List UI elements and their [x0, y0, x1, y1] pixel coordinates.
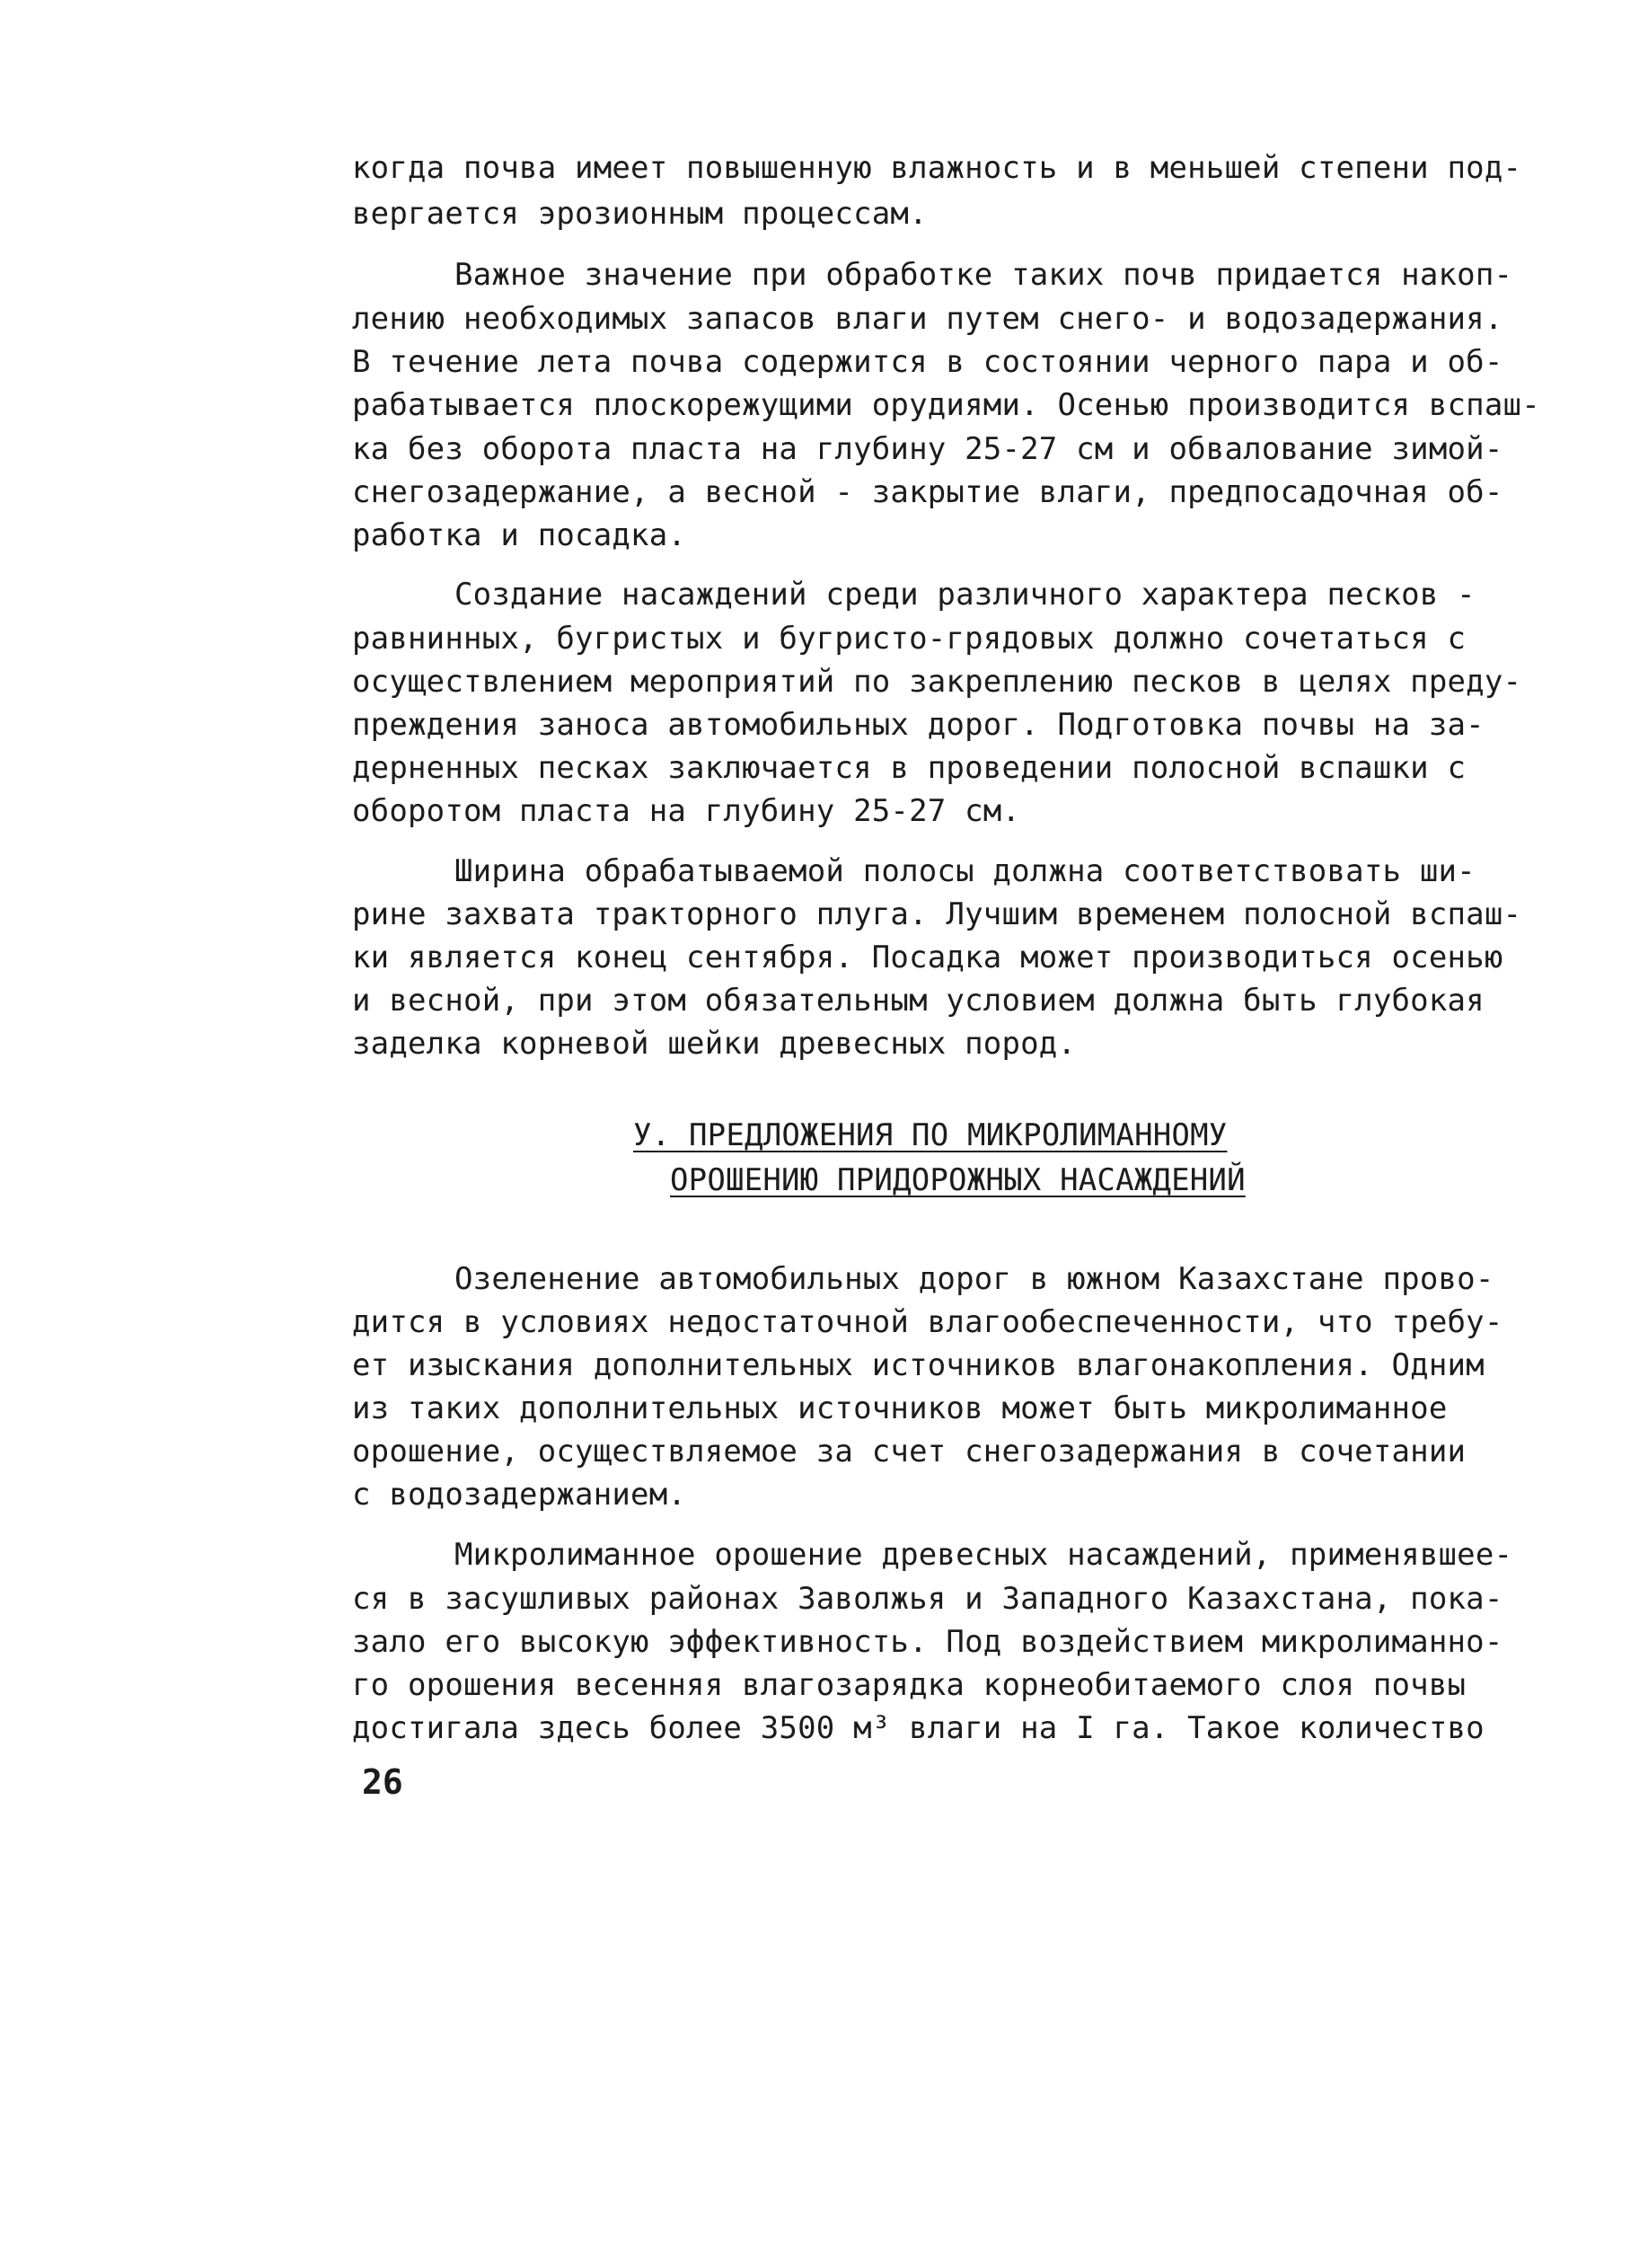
text-line: рабатывается плоскорежущими орудиями. Осенью производится вспаш- [352, 387, 1540, 423]
text-line: ки является конец сентября. Посадка может производиться осенью [352, 940, 1503, 975]
text-line: ся в засушливых районах Заволжья и Западного Казахстана, пока- [352, 1581, 1503, 1617]
text-line: Ширина обрабатываемой полосы должна соответствовать ши- [454, 853, 1476, 889]
text-line: заделка корневой шейки древесных пород. [352, 1026, 1077, 1062]
text-line: работка и посадка. [352, 517, 687, 553]
text-line: с водозадержанием. [352, 1477, 687, 1513]
text-line: когда почва имеет повышенную влажность и в меньшей степени под- [352, 150, 1522, 186]
text-line: преждения заноса автомобильных дорог. Подготовка почвы на за- [352, 707, 1485, 743]
heading-line: У. ПРЕДЛОЖЕНИЯ ПО МИКРОЛИМАННОМУ [633, 1117, 1228, 1153]
text-line: зало его высокую эффективность. Под воздействием микролиманно- [352, 1624, 1503, 1660]
text-line: Создание насаждений среди различного характера песков - [454, 577, 1476, 613]
text-line: снегозадержание, а весной - закрытие влаги, предпосадочная об- [352, 474, 1503, 510]
text-line: вергается эрозионным процессам. [352, 196, 928, 232]
text-line: из таких дополнительных источников может быть микролиманное [352, 1390, 1448, 1426]
text-line: Важное значение при обработке таких почв придается накоп- [454, 257, 1513, 293]
text-line: оборотом пласта на глубину 25-27 см. [352, 793, 1021, 829]
text-line: равнинных, бугристых и бугристо-грядовых должно сочетаться с [352, 621, 1467, 657]
text-line: орошение, осуществляемое за счет снегозадержания в сочетании [352, 1434, 1467, 1469]
text-line: Озеленение автомобильных дорог в южном Казахстане прово- [454, 1261, 1494, 1297]
text-line: дится в условиях недостаточной влагообеспеченности, что требу- [352, 1304, 1503, 1340]
text-line: и весной, при этом обязательным условием должна быть глубокая [352, 983, 1485, 1019]
text-line: достигала здесь более 3500 м³ влаги на I га. Такое количество [352, 1710, 1485, 1746]
text-line: В течение лета почва содержится в состоянии черного пара и об- [352, 344, 1503, 380]
text-line: осуществлением мероприятий по закреплению песков в целях преду- [352, 664, 1522, 700]
page-number: 26 [362, 1762, 403, 1802]
text-line: лению необходимых запасов влаги путем снего- и водозадержания. [352, 301, 1503, 337]
heading-line: ОРОШЕНИЮ ПРИДОРОЖНЫХ НАСАЖДЕНИЙ [670, 1162, 1246, 1198]
text-line: Микролиманное орошение древесных насаждений, применявшее- [454, 1537, 1513, 1573]
text-line: ет изыскания дополнительных источников влагонакопления. Одним [352, 1347, 1485, 1383]
text-line: рине захвата тракторного плуга. Лучшим временем полосной вспаш- [352, 896, 1522, 932]
text-line: го орошения весенняя влагозарядка корнеобитаемого слоя почвы [352, 1667, 1467, 1703]
text-line: ка без оборота пласта на глубину 25-27 см и обвалование зимой- [352, 431, 1503, 467]
text-line: дерненных песках заключается в проведении полосной вспашки с [352, 750, 1467, 786]
